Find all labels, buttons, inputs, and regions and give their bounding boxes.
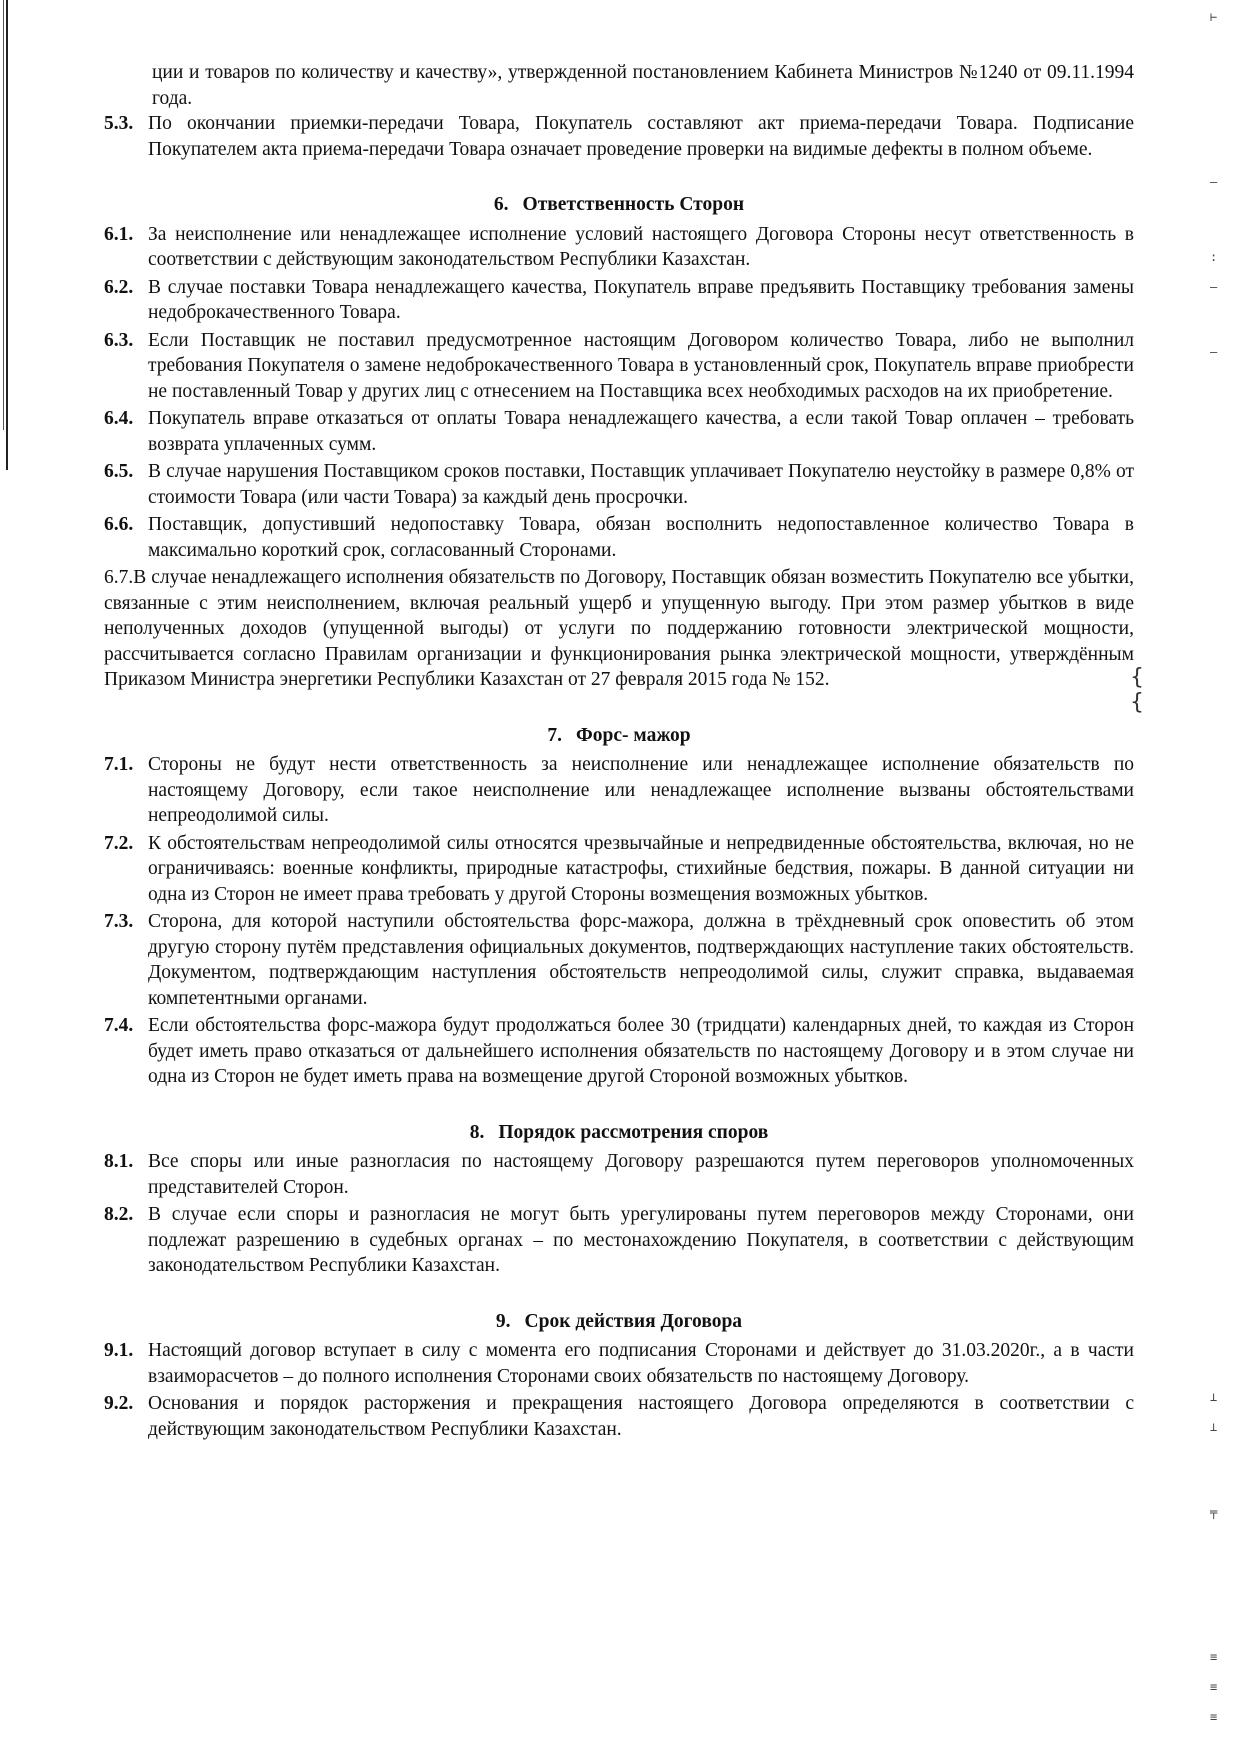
clause-number: 9.1.: [104, 1340, 134, 1361]
clause-6-5: [104, 459, 1134, 510]
clause-text: Если обстоятельства форс-мажора будут продолжаться более 30 (тридцати) календарных дней, то каждая из Сторон будет иметь право отказаться от дальнейшего исполнения обязательств по настоящему Договору и в этом случае ни одна из Сторон не будет иметь права на возмещение другой Стороной возможных убытков.: [148, 1015, 1134, 1087]
clause-number: 7.1.: [104, 754, 134, 775]
clause-number: 7.2.: [104, 832, 134, 854]
section-heading-7: [104, 723, 1134, 749]
clause-number: 7.3.: [104, 911, 134, 932]
clause-6-2: [104, 275, 1134, 326]
clause-number: 7.4.: [104, 1015, 134, 1036]
section-heading-8: [104, 1120, 1134, 1146]
clause-7-4: [104, 1013, 1134, 1090]
clause-8-2: [104, 1202, 1134, 1279]
clause-text: К обстоятельствам непреодолимой силы относятся чрезвычайные и непредвиденные обстоятельства, включая, но не ограничиваясь: военные конфликты, природные катастрофы, стихийные бедствия, пожары. В данной ситуации ни одна из Сторон не имеет права требовать у другой Стороны возмещения возможных убытков.: [148, 832, 1134, 905]
clause-5-3: [104, 111, 1134, 162]
clause-number: 6.4.: [104, 408, 134, 429]
section-title: Срок действия Договора: [524, 1310, 743, 1332]
clause-7-1: [104, 752, 1134, 829]
clause-6-1: [104, 222, 1134, 273]
clause-number: 6.2.: [104, 276, 134, 298]
clause-number: 6.5.: [104, 461, 134, 482]
clause-text: В случае ненадлежащего исполнения обязательств по Договору, Поставщик обязан возместить Покупателю все убытки, связанные с этим неисполнением, включая реальный ущерб и упущенную выгоду. При этом размер убытков в виде неполученных доходов (упущенной выгоды) от услуги по поддержанию готовности электрической мощности, рассчитывается согласно Правилам организации и функционирования рынка электрической мощности, утверждённым Приказом Министра энергетики Республики Казахстан от 27 февраля 2015 года № 152.: [104, 567, 1134, 690]
clause-text: Покупатель вправе отказаться от оплаты Товара ненадлежащего качества, а если такой Товар оплачен – требовать возврата уплаченных сумм.: [148, 408, 1134, 455]
clause-text: За неисполнение или ненадлежащее исполнение условий настоящего Договора Стороны несут ответственность в соответствии с действующим законодательством Республики Казахстан.: [148, 223, 1134, 270]
clause-6-3: [104, 328, 1134, 405]
document-body: [104, 60, 1134, 1444]
clause-text: Настоящий договор вступает в силу с момента его подписания Сторонами и действует до 31.03.2020г., а в части взаиморасчетов – до полного исполнения Сторонами своих обязательств по настоящему Договору.: [148, 1340, 1134, 1387]
section-number: 6.: [493, 194, 509, 215]
clause-number: 6.1.: [104, 223, 134, 245]
clause-number: 8.2.: [104, 1204, 134, 1225]
clause-number: 5.3.: [104, 113, 134, 134]
section-heading-6: [104, 192, 1134, 218]
clause-7-3: [104, 909, 1134, 1011]
clause-number: 8.1.: [104, 1151, 134, 1172]
scan-margin-marks: ⊢ – : – – ⊥ ⊥ ╤ ≡ ≡ ≡: [1210, 10, 1218, 1724]
margin-brace-mark: { {: [1130, 665, 1144, 715]
clause-text: Если Поставщик не поставил предусмотренное настоящим Договором количество Товара, либо не выполнил требования Покупателя о замене недоброкачественного Товара в установленный срок, Покупатель вправе приобрести не поставленный Товар у других лиц с отнесением на Поставщика всех необходимых расходов на их приобретение.: [148, 329, 1134, 402]
clause-text: По окончании приемки-передачи Товара, Покупатель составляют акт приема-передачи Товара. Подписание Покупателем акта приема-передачи Товара означает проведение проверки на видимые дефекты в полном объеме.: [148, 113, 1134, 160]
section-number: 9.: [495, 1310, 511, 1332]
clause-6-4: [104, 406, 1134, 457]
clause-9-1: [104, 1338, 1134, 1389]
clause-7-2: [104, 831, 1134, 908]
clause-text: Сторона, для которой наступили обстоятельства форс-мажора, должна в трёхдневный срок оповестить об этом другую сторону путём представления официальных документов, подтверждающих наступление таких обстоятельств. Документом, подтверждающим наступления обстоятельств непреодолимой силы, служит справка, выдаваемая компетентными органами.: [148, 911, 1134, 1009]
continuation-paragraph: ции и товаров по количеству и качеству», утвержденной постановлением Кабинета Министров №1240 от 09.11.1994 года.: [152, 62, 1134, 109]
clause-number: 9.2.: [104, 1393, 134, 1414]
section-number: 8.: [469, 1121, 485, 1143]
section-title: Ответственность Сторон: [522, 194, 745, 215]
clause-number: 6.6.: [104, 514, 134, 535]
clause-text: В случае нарушения Поставщиком сроков поставки, Поставщик уплачивает Покупателю неустойку в размере 0,8% от стоимости Товара (или части Товара) за каждый день просрочки.: [148, 461, 1134, 508]
clause-text: В случае поставки Товара ненадлежащего качества, Покупатель вправе предъявить Поставщику требования замены недоброкачественного Товара.: [148, 276, 1134, 323]
clause-number: 6.3.: [104, 329, 134, 351]
binding-edge-line: [6, 0, 8, 470]
clause-8-1: [104, 1149, 1134, 1200]
section-number: 7.: [547, 724, 563, 746]
clause-text: Стороны не будут нести ответственность за неисполнение или ненадлежащее исполнение обязательств по настоящему Договору, если такое неисполнение или ненадлежащее исполнение вызваны обстоятельствами непреодолимой силы.: [148, 754, 1134, 826]
section-title: Форс- мажор: [576, 724, 691, 746]
binding-edge-line-secondary: [3, 0, 4, 430]
clause-text: Все споры или иные разногласия по настоящему Договору разрешаются путем переговоров уполномоченных представителей Сторон.: [148, 1151, 1134, 1198]
clause-text: В случае если споры и разногласия не могут быть урегулированы путем переговоров между Сторонами, они подлежат разрешению в судебных органах – по местонахождению Покупателя, в соответствии с действующим законодательством Республики Казахстан.: [148, 1204, 1134, 1276]
clause-text: Основания и порядок расторжения и прекращения настоящего Договора определяются в соответствии с действующим законодательством Республики Казахстан.: [148, 1393, 1134, 1440]
clause-9-2: [104, 1391, 1134, 1442]
section-heading-9: [104, 1309, 1134, 1335]
clause-number: 6.7.: [104, 567, 134, 588]
clause-6-6: [104, 512, 1134, 563]
clause-6-7: [104, 565, 1134, 693]
clause-text: Поставщик, допустивший недопоставку Товара, обязан восполнить недопоставленное количество Товара в максимально короткий срок, согласованный Сторонами.: [148, 514, 1134, 561]
section-title: Порядок рассмотрения споров: [498, 1121, 769, 1143]
